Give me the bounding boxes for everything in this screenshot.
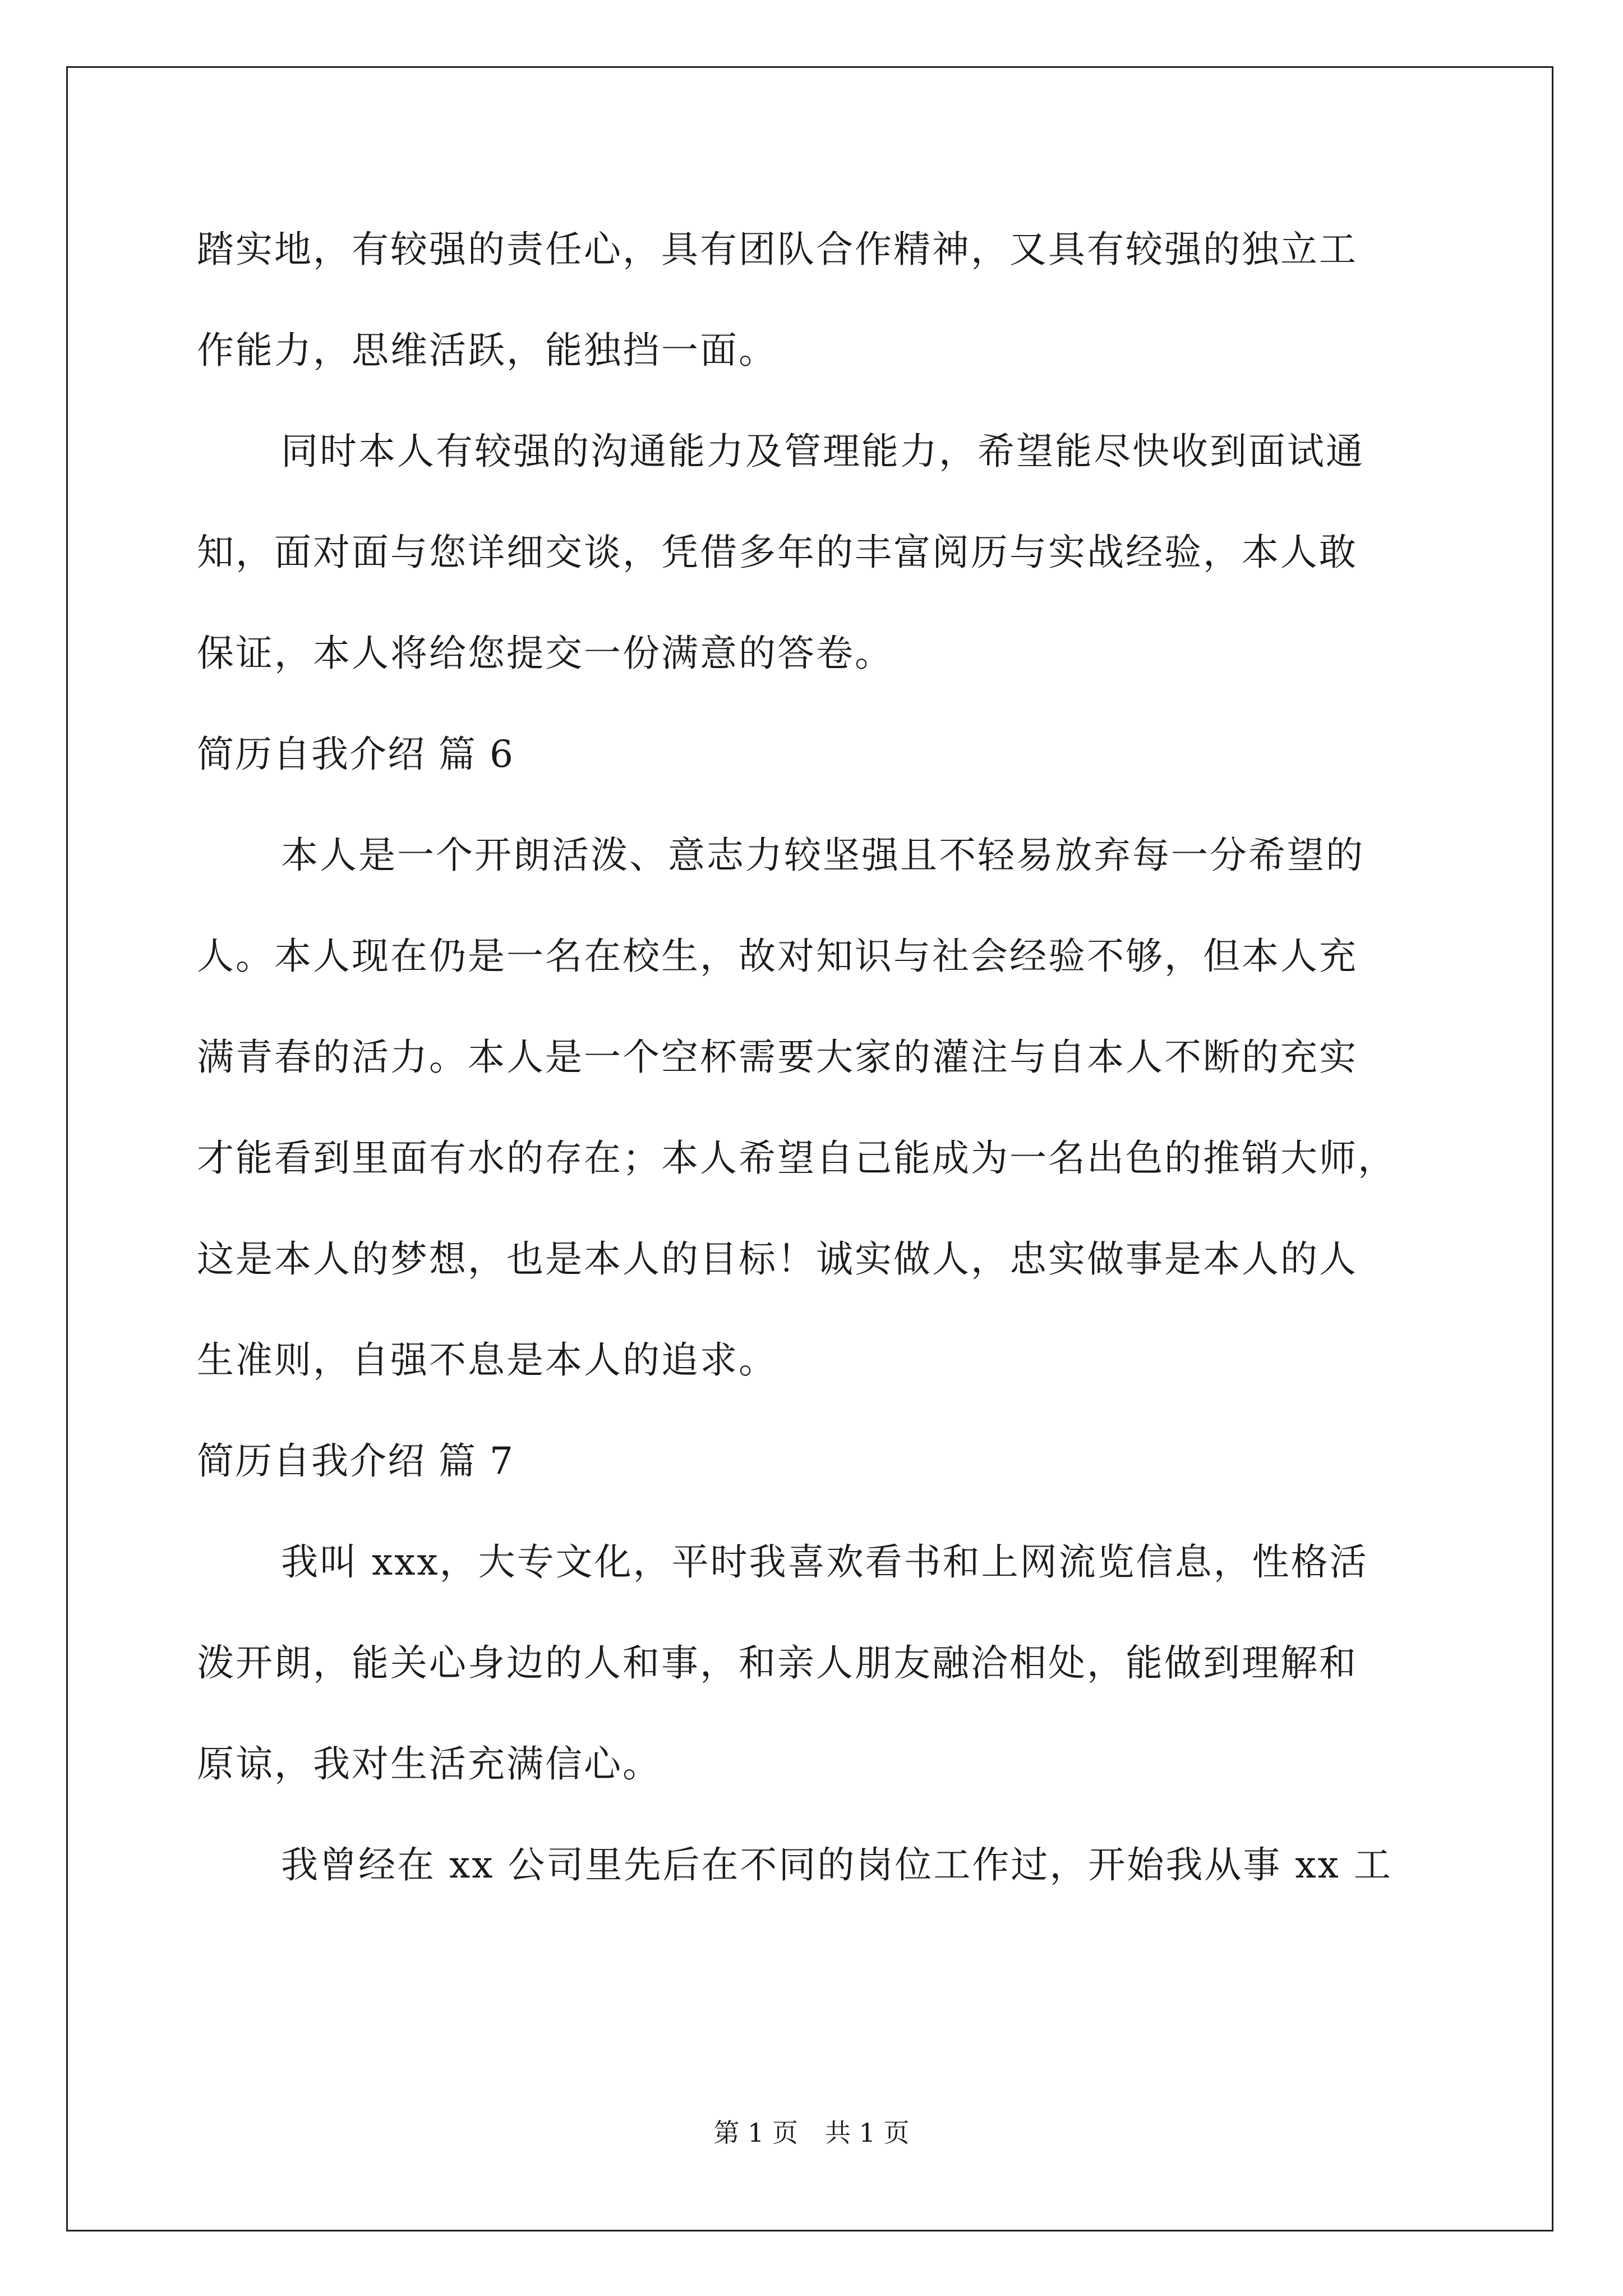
paragraph xyxy=(197,401,1425,704)
page-number: 第 1 页 xyxy=(713,2118,798,2148)
page-footer xyxy=(0,2116,1623,2150)
text-line: 泼开朗，能关心身边的人和事，和亲人朋友融洽相处，能做到理解和 xyxy=(197,1641,1358,1685)
section-heading: 简历自我介绍 篇 7 xyxy=(197,1439,514,1483)
text-line: 这是本人的梦想，也是本人的目标！诚实做人，忠实做事是本人的人 xyxy=(197,1237,1358,1281)
text-line: 我曾经在 xx 公司里先后在不同的岗位工作过，开始我从事 xx 工 xyxy=(281,1843,1393,1887)
paragraph xyxy=(197,199,1425,401)
text-line: 同时本人有较强的沟通能力及管理能力，希望能尽快收到面试通 xyxy=(281,430,1364,473)
text-line: 我叫 xxx，大专文化，平时我喜欢看书和上网流览信息，性格活 xyxy=(281,1540,1368,1584)
paragraph xyxy=(197,1512,1425,1815)
paragraph xyxy=(197,805,1425,1411)
section-heading: 简历自我介绍 篇 6 xyxy=(197,733,514,776)
text-line: 满青春的活力。本人是一个空杯需要大家的灌注与自本人不断的充实 xyxy=(197,1036,1358,1079)
text-line: 本人是一个开朗活泼、意志力较坚强且不轻易放弃每一分希望的 xyxy=(281,834,1364,877)
document-body xyxy=(197,199,1425,1916)
text-line: 踏实地，有较强的责任心，具有团队合作精神，又具有较强的独立工 xyxy=(197,228,1358,271)
text-line: 生准则，自强不息是本人的追求。 xyxy=(197,1338,777,1382)
text-line: 原谅，我对生活充满信心。 xyxy=(197,1742,661,1786)
text-line: 保证，本人将给您提交一份满意的答卷。 xyxy=(197,632,893,675)
text-line: 才能看到里面有水的存在；本人希望自己能成为一名出色的推销大师， xyxy=(197,1137,1396,1180)
text-line: 知，面对面与您详细交谈，凭借多年的丰富阅历与实战经验，本人敢 xyxy=(197,531,1358,574)
paragraph xyxy=(197,1815,1425,1916)
text-line: 人。本人现在仍是一名在校生，故对知识与社会经验不够，但本人充 xyxy=(197,935,1358,978)
text-line: 作能力，思维活跃，能独挡一面。 xyxy=(197,329,777,372)
page-total: 共 1 页 xyxy=(825,2118,910,2148)
